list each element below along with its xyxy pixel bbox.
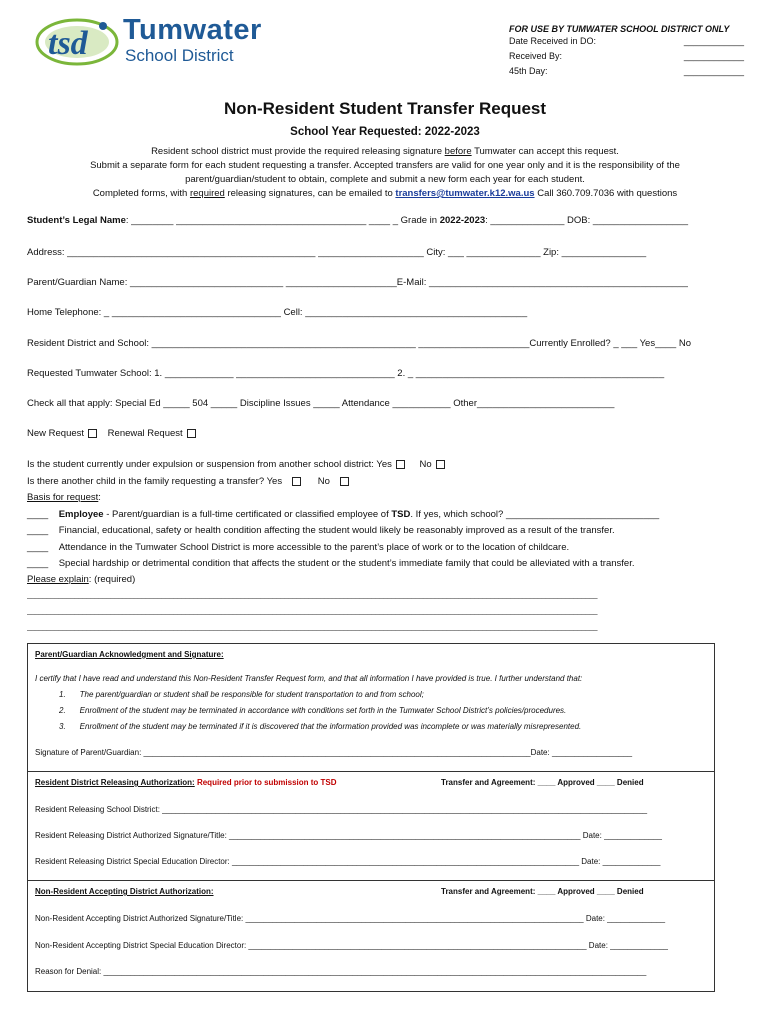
resident-row[interactable]: Resident District and School: __________________________________________________ _____________________Currently Enrolled? _ ___ Yes____ No bbox=[27, 338, 691, 349]
basis-colon: : bbox=[98, 492, 101, 503]
expulsion-row bbox=[27, 459, 445, 470]
svg-text:tsd: tsd bbox=[48, 25, 88, 62]
attendance-text: Attendance in the Tumwater School District is more accessible to the parent’s place of work or to the location of childcare. bbox=[58, 542, 570, 553]
school-year: School Year Requested: 2022-2023 bbox=[290, 126, 480, 138]
employee-text: - Parent/guardian is a full-time certificated or classified employee of bbox=[103, 509, 392, 520]
parent-row[interactable]: Parent/Guardian Name: _____________________________ _____________________E-Mail: _________________________________________________ bbox=[27, 277, 688, 288]
expulsion-no-label: No bbox=[419, 459, 432, 470]
resident-transfer-agreement[interactable]: Transfer and Agreement: ____ Approved ____ Denied bbox=[441, 778, 644, 787]
expulsion-yes-checkbox[interactable] bbox=[396, 460, 405, 469]
please-explain-label: Please explain bbox=[27, 574, 89, 585]
basis-employee[interactable] bbox=[27, 509, 659, 520]
intro-line1a: Resident school district must provide the required releasing signature bbox=[151, 146, 445, 157]
divider-nonresident bbox=[27, 880, 715, 881]
intro-line2: Submit a separate form for each student requesting a transfer. Accepted transfers are valid for one year only and it is the responsibility of the bbox=[90, 160, 680, 171]
student-name-row[interactable] bbox=[27, 215, 688, 226]
basis-blank[interactable]: ____ bbox=[27, 509, 49, 520]
date-received-label: Date Received in DO: bbox=[509, 36, 597, 46]
another-child-no-checkbox[interactable] bbox=[340, 477, 349, 486]
request-type-row bbox=[27, 428, 196, 439]
intro-line1c: Tumwater can accept this request. bbox=[471, 146, 619, 157]
resident-signature-line[interactable]: Resident Releasing District Authorized Signature/Title: _______________________________________________________________________________ Date: _____________ bbox=[35, 831, 662, 840]
please-explain bbox=[27, 574, 135, 585]
intro-call: Call 360.709.7036 with questions bbox=[534, 188, 678, 199]
basis-label: Basis for request bbox=[27, 492, 99, 503]
grade-dob-line[interactable]: : ______________ DOB: __________________ bbox=[485, 215, 689, 226]
email-link[interactable]: transfers@tumwater.k12.wa.us bbox=[395, 188, 535, 199]
intro-before: before bbox=[444, 146, 472, 157]
hardship-text: Special hardship or detrimental condition that affects the student or the student’s immediate family that could be alleviated with a transfer. bbox=[58, 558, 635, 569]
basis-heading bbox=[27, 492, 101, 503]
basis-attendance[interactable] bbox=[27, 542, 569, 553]
received-by-blank[interactable]: ____________ bbox=[683, 51, 744, 61]
received-by-label: Received By: bbox=[509, 51, 563, 61]
logo-name-line1: Tumwater bbox=[123, 14, 262, 46]
intro-line3: parent/guardian/student to obtain, complete and submit a new form each year for each student. bbox=[185, 174, 585, 185]
please-explain-required: : (required) bbox=[88, 574, 136, 585]
address-row[interactable]: Address: _______________________________________________ ____________________ City: ___ ______________ Zip: ________________ bbox=[27, 247, 647, 258]
expulsion-no-checkbox[interactable] bbox=[436, 460, 445, 469]
ack-item-3: 3. Enrollment of the student may be terminated if it is discovered that the information provided was incomplete or was materially misrepresented. bbox=[59, 722, 582, 731]
resident-school-line[interactable]: Resident Releasing School District: _____________________________________________________________________________________________________________ bbox=[35, 805, 648, 814]
office-use-heading: FOR USE BY TUMWATER SCHOOL DISTRICT ONLY bbox=[509, 24, 730, 34]
new-request-label: New Request bbox=[27, 428, 85, 439]
date-received-blank[interactable]: ____________ bbox=[683, 36, 744, 46]
nonres-auth-heading: Non-Resident Accepting District Authorization: bbox=[35, 887, 214, 896]
new-request-checkbox[interactable] bbox=[88, 429, 97, 438]
student-name-label: Student’s Legal Name bbox=[27, 215, 126, 226]
district-logo bbox=[33, 14, 278, 70]
employee-tsd: TSD bbox=[391, 509, 411, 520]
day45-blank[interactable]: ____________ bbox=[683, 66, 744, 76]
home-phone-row[interactable]: Home Telephone: _ ________________________________ Cell: __________________________________________ bbox=[27, 307, 528, 318]
grade-label: Grade in bbox=[398, 215, 440, 226]
logo-emblem bbox=[33, 14, 128, 70]
ack-item-2: 2. Enrollment of the student may be terminated in accordance with conditions set forth in the Tumwater School District’s policies/procedures. bbox=[59, 706, 567, 715]
explain-line-2[interactable]: ________________________________________________________________________________________________________________________________________________ bbox=[27, 606, 598, 615]
explain-line-1[interactable]: ________________________________________________________________________________________________________________________________________________ bbox=[27, 590, 598, 599]
nonres-signature-line[interactable]: Non-Resident Accepting District Authorized Signature/Title: ____________________________________________________________________________ Date: _____________ bbox=[35, 914, 666, 923]
divider-resident bbox=[27, 771, 715, 772]
basis-blank[interactable]: ____ bbox=[27, 525, 49, 536]
day45-label: 45th Day: bbox=[509, 66, 548, 76]
basis-hardship[interactable] bbox=[27, 558, 634, 569]
another-child-label: Is there another child in the family requesting a transfer? Yes bbox=[27, 476, 283, 487]
page-title: Non-Resident Student Transfer Request bbox=[223, 99, 547, 118]
parent-signature-line[interactable]: Signature of Parent/Guardian: _______________________________________________________________________________________Date: __________________ bbox=[35, 748, 633, 757]
financial-text: Financial, educational, safety or health condition affecting the student would likely be reasonably improved as a result of the transfer. bbox=[58, 525, 615, 536]
grade-year: 2022-2023 bbox=[439, 215, 486, 226]
reason-denial-line[interactable]: Reason for Denial: __________________________________________________________________________________________________________________________ bbox=[35, 967, 647, 976]
basis-blank[interactable]: ____ bbox=[27, 558, 49, 569]
intro-line4a: Completed forms, with bbox=[92, 188, 190, 199]
another-child-row bbox=[27, 476, 349, 487]
another-child-yes-checkbox[interactable] bbox=[292, 477, 301, 486]
renewal-request-label: Renewal Request bbox=[107, 428, 183, 439]
basis-blank[interactable]: ____ bbox=[27, 542, 49, 553]
resident-sped-line[interactable]: Resident Releasing District Special Education Director: ______________________________________________________________________________ Date: _____________ bbox=[35, 857, 661, 866]
renewal-request-checkbox[interactable] bbox=[187, 429, 196, 438]
office-use-block bbox=[509, 24, 744, 81]
nonres-transfer-agreement[interactable]: Transfer and Agreement: ____ Approved ____ Denied bbox=[441, 887, 644, 896]
employee-school-line[interactable]: . If yes, which school? _____________________________ bbox=[410, 509, 660, 520]
intro-text bbox=[0, 145, 770, 201]
explain-line-3[interactable]: ________________________________________________________________________________________________________________________________________________ bbox=[27, 622, 598, 631]
basis-financial[interactable] bbox=[27, 525, 615, 536]
ack-heading: Parent/Guardian Acknowledgment and Signature: bbox=[35, 650, 224, 659]
intro-line4c: releasing signatures, can be emailed to bbox=[224, 188, 396, 199]
requested-school-row[interactable]: Requested Tumwater School: 1. _____________ ______________________________ 2. _ _______________________________________________ bbox=[27, 368, 665, 379]
nonres-sped-line[interactable]: Non-Resident Accepting District Special Education Director: ____________________________________________________________________________ Date: _____________ bbox=[35, 941, 668, 950]
student-name-line[interactable]: : ________ ____________________________________ ____ _ bbox=[125, 215, 398, 226]
ack-item-1: 1. The parent/guardian or student shall be responsible for student transportation to and from school; bbox=[59, 690, 424, 699]
ack-certify: I certify that I have read and understand this Non-Resident Transfer Request form, and that all information I have provided is true. I further understand that: bbox=[35, 674, 583, 683]
resident-auth-heading: Resident District Releasing Authorization: Required prior to submission to TSD bbox=[35, 778, 337, 787]
another-child-no-label: No bbox=[317, 476, 330, 487]
expulsion-label: Is the student currently under expulsion or suspension from another school district: Yes bbox=[27, 459, 392, 470]
intro-required: required bbox=[189, 188, 225, 199]
logo-name-line2: School District bbox=[125, 46, 234, 65]
employee-bold: Employee bbox=[58, 509, 104, 520]
check-all-row[interactable]: Check all that apply: Special Ed _____ 504 _____ Discipline Issues _____ Attendance ___________ Other__________________________ bbox=[27, 398, 615, 409]
